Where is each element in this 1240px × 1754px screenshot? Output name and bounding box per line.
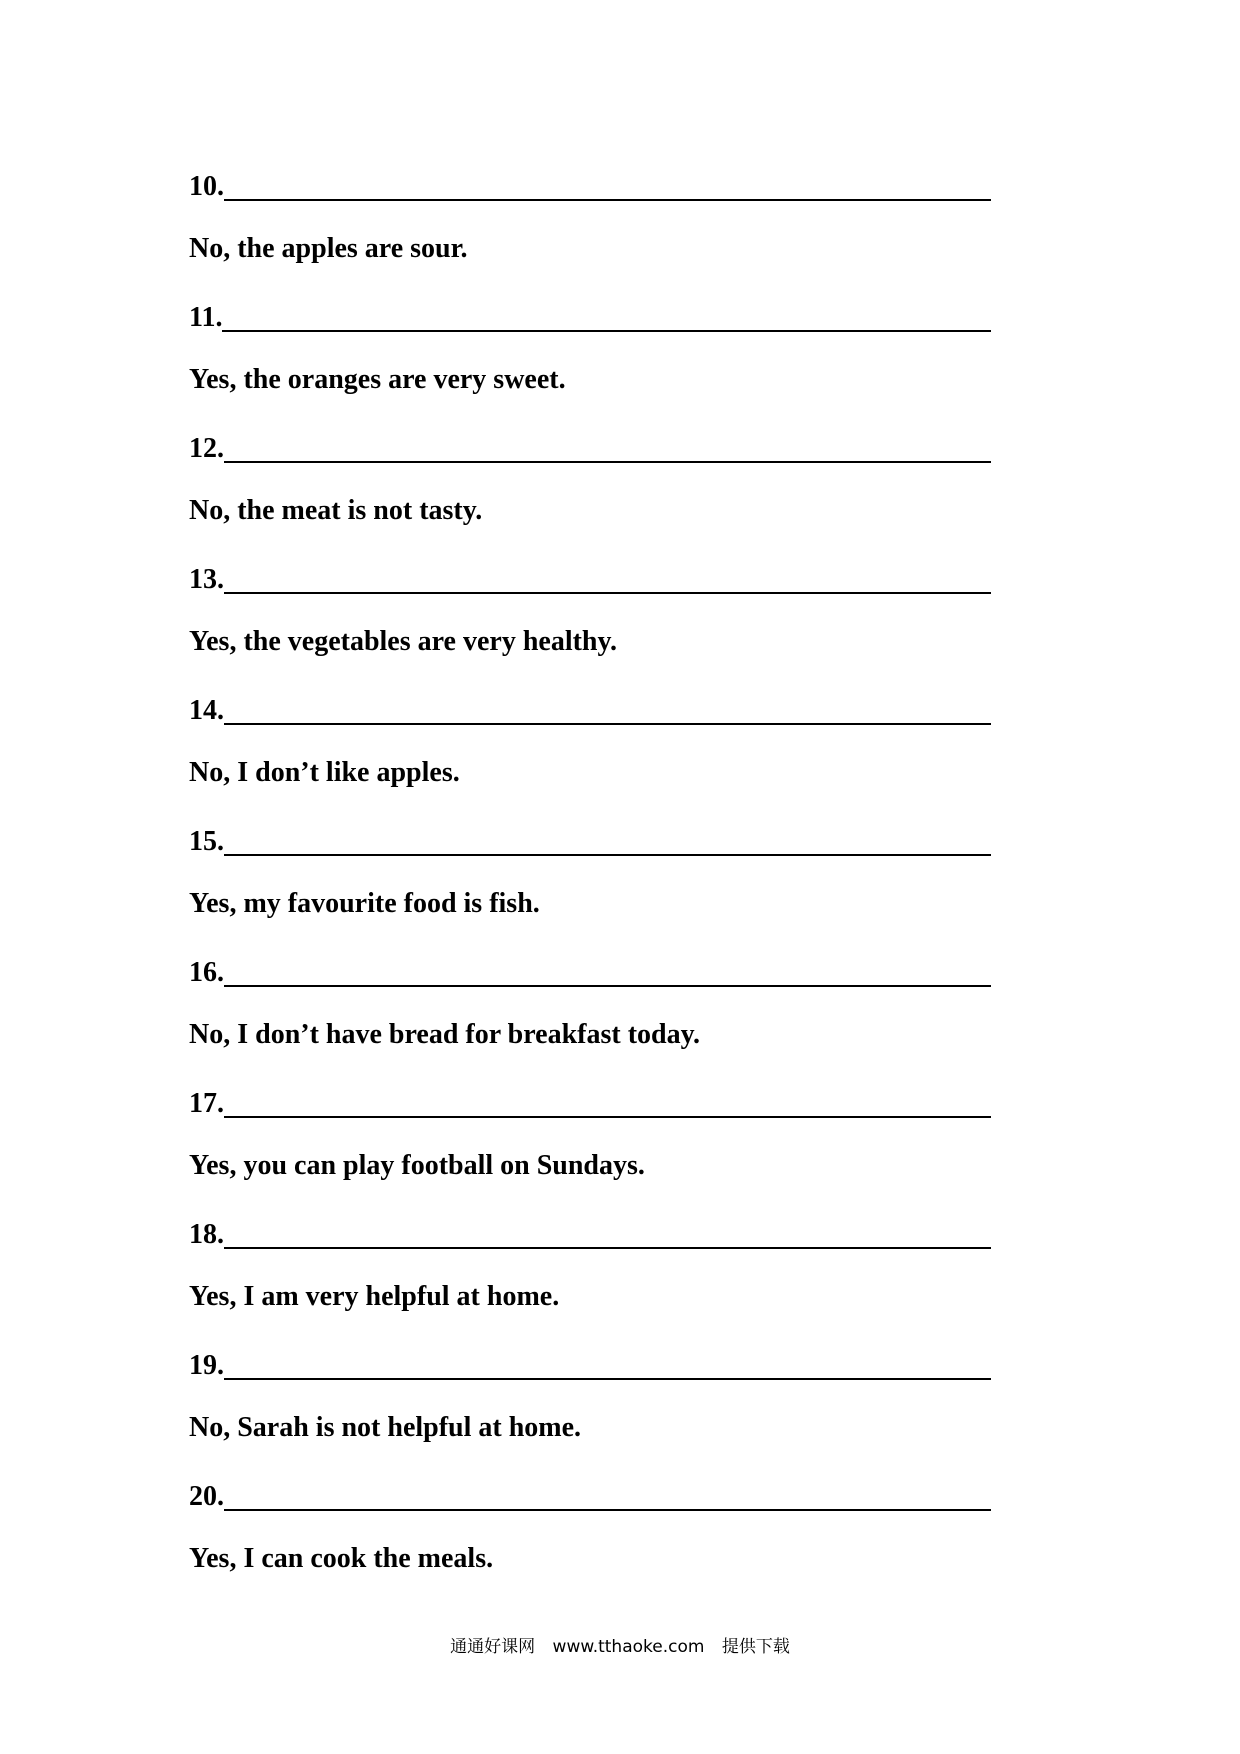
answer-text: Yes, I can cook the meals. [189, 1543, 494, 1574]
answer-blank-line[interactable] [224, 854, 991, 856]
question-line [189, 166, 991, 204]
question-line [189, 1214, 991, 1252]
question-number: 10. [189, 171, 224, 202]
question-item-12 [189, 428, 991, 559]
question-number: 11. [189, 302, 223, 333]
page-footer [0, 1636, 1240, 1658]
answer-text: No, Sarah is not helpful at home. [189, 1412, 582, 1443]
answer-blank-line[interactable] [224, 592, 991, 594]
answer-blank-line[interactable] [224, 461, 991, 463]
question-item-16 [189, 952, 991, 1083]
question-number: 13. [189, 564, 224, 595]
question-item-19 [189, 1345, 991, 1476]
answer-text: Yes, I am very helpful at home. [189, 1281, 560, 1312]
answer-text: Yes, you can play football on Sundays. [189, 1150, 645, 1181]
answer-blank-line[interactable] [222, 330, 991, 332]
question-item-17 [189, 1083, 991, 1214]
answer-text: Yes, my favourite food is fish. [189, 888, 540, 919]
question-line [189, 952, 991, 990]
answer-text: Yes, the oranges are very sweet. [189, 364, 566, 395]
answer-blank-line[interactable] [224, 199, 991, 201]
question-line [189, 1083, 991, 1121]
answer-text: No, the apples are sour. [189, 233, 468, 264]
question-number: 18. [189, 1219, 224, 1250]
question-number: 19. [189, 1350, 224, 1381]
question-line [189, 690, 991, 728]
worksheet-questions [189, 166, 991, 1607]
answer-blank-line[interactable] [224, 985, 991, 987]
answer-text: No, I don’t like apples. [189, 757, 460, 788]
answer-text: No, the meat is not tasty. [189, 495, 483, 526]
question-line [189, 297, 991, 335]
question-item-20 [189, 1476, 991, 1607]
answer-blank-line[interactable] [224, 723, 991, 725]
question-line [189, 1476, 991, 1514]
footer-site-name: 通通好课网 [450, 1637, 536, 1657]
question-number: 20. [189, 1481, 224, 1512]
question-number: 16. [189, 957, 224, 988]
question-number: 17. [189, 1088, 224, 1119]
answer-blank-line[interactable] [224, 1509, 991, 1511]
question-line [189, 821, 991, 859]
answer-text: No, I don’t have bread for breakfast today. [189, 1019, 701, 1050]
answer-blank-line[interactable] [224, 1247, 991, 1249]
question-line [189, 559, 991, 597]
footer-url[interactable]: www.tthaoke.com [552, 1637, 705, 1657]
question-number: 15. [189, 826, 224, 857]
question-item-14 [189, 690, 991, 821]
question-item-10 [189, 166, 991, 297]
question-line [189, 428, 991, 466]
question-item-15 [189, 821, 991, 952]
answer-text: Yes, the vegetables are very healthy. [189, 626, 617, 657]
footer-suffix: 提供下载 [721, 1637, 790, 1657]
question-item-13 [189, 559, 991, 690]
answer-blank-line[interactable] [224, 1378, 991, 1380]
question-item-18 [189, 1214, 991, 1345]
question-number: 12. [189, 433, 224, 464]
question-line [189, 1345, 991, 1383]
question-item-11 [189, 297, 991, 428]
question-number: 14. [189, 695, 224, 726]
answer-blank-line[interactable] [224, 1116, 991, 1118]
